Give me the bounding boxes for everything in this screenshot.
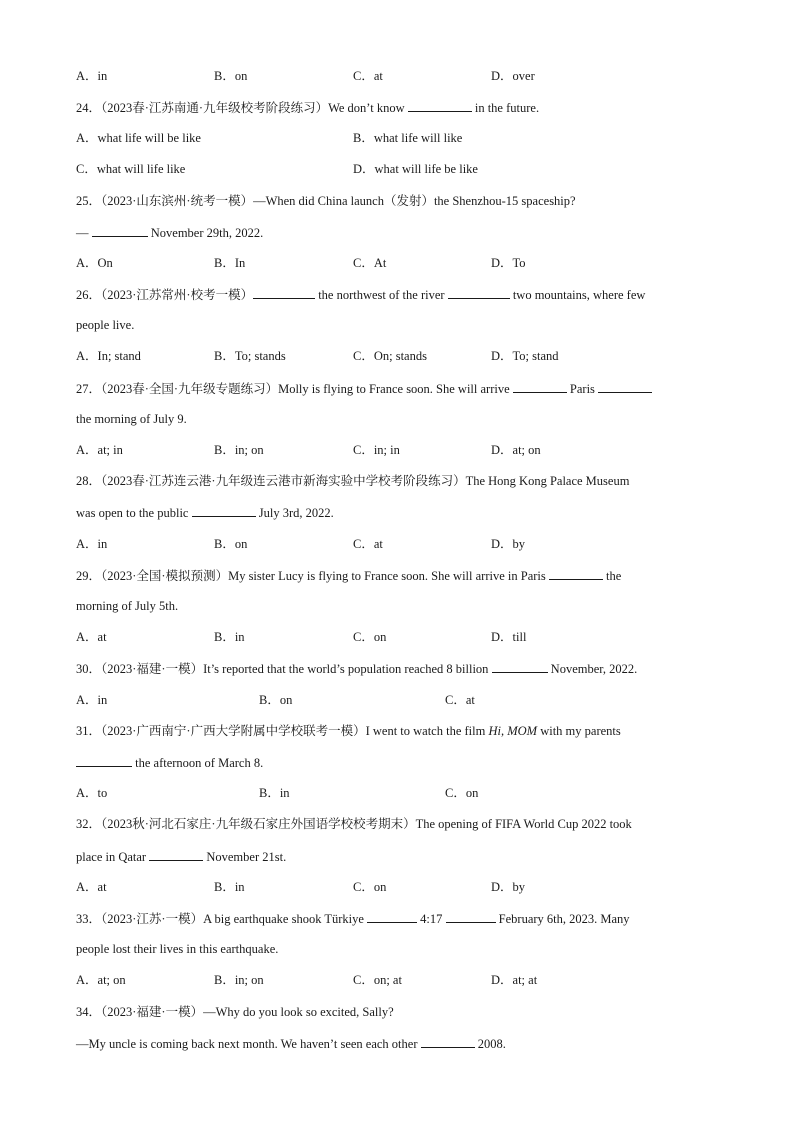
option-b[interactable]: B．on (214, 537, 248, 551)
option-a[interactable]: A．in (76, 69, 108, 83)
option-d[interactable]: D．at; at (491, 973, 538, 987)
option-b[interactable]: B．on (214, 69, 248, 83)
option-d[interactable]: D．at; on (491, 443, 541, 457)
answer-blank[interactable] (192, 504, 256, 517)
question-stem-line-2: morning of July 5th. (76, 599, 179, 613)
question-stem-line-2: people lost their lives in this earthquake. (76, 942, 279, 956)
option-c[interactable]: C．what will life like (76, 162, 186, 176)
option-c[interactable]: C．at (353, 537, 383, 551)
option-c[interactable]: C．on; at (353, 973, 402, 987)
option-d[interactable]: D．over (491, 69, 535, 83)
answer-blank-2[interactable] (446, 910, 496, 923)
option-a[interactable]: A．at (76, 630, 107, 644)
option-d[interactable]: D．by (491, 537, 526, 551)
answer-blank-2[interactable] (598, 380, 652, 393)
question-stem-line-2: the afternoon of March 8. (76, 754, 263, 771)
answer-blank[interactable] (549, 567, 603, 580)
question-stem: 28．（2023春·江苏连云港·九年级连云港市新海实验中学校考阶段练习）The Hong Kong Palace Museum (76, 474, 630, 488)
answer-blank[interactable] (76, 754, 132, 767)
question-stem: 34．（2023·福建·一模）—Why do you look so excited, Sally? (76, 1005, 394, 1019)
question-stem: 31．（2023·广西南宁·广西大学附属中学校联考一模）I went to watch the film Hi, MOM with my parents (76, 724, 621, 738)
answer-blank-1[interactable] (253, 286, 315, 299)
option-a[interactable]: A．in (76, 693, 108, 707)
question-stem: 26．（2023·江苏常州·校考一模） the northwest of the river two mountains, where few (76, 288, 646, 302)
question-stem: 29．（2023·全国·模拟预测）My sister Lucy is flying to France soon. She will arrive in Paris the (76, 569, 622, 583)
answer-blank[interactable] (408, 99, 472, 112)
option-c[interactable]: C．in; in (353, 443, 400, 457)
option-c[interactable]: C．On; stands (353, 349, 427, 363)
question-stem-line-2: people live. (76, 318, 135, 332)
answer-blank[interactable] (92, 224, 148, 237)
answer-blank[interactable] (421, 1035, 475, 1048)
option-d[interactable]: D．till (491, 630, 527, 644)
option-a[interactable]: A．at; in (76, 443, 123, 457)
option-b[interactable]: B．In (214, 256, 246, 270)
question-stem-line-2: — November 29th, 2022. (76, 226, 264, 240)
option-c[interactable]: C．at (445, 693, 475, 707)
answer-blank-1[interactable] (367, 910, 417, 923)
question-stem: 32．（2023秋·河北石家庄·九年级石家庄外国语学校校考期末）The opening of FIFA World Cup 2022 took (76, 817, 632, 831)
option-c[interactable]: C．on (445, 786, 479, 800)
question-stem-line-2: —My uncle is coming back next month. We haven’t seen each other 2008. (76, 1037, 506, 1051)
option-b[interactable]: B．in (214, 630, 245, 644)
option-b[interactable]: B．To; stands (214, 349, 286, 363)
option-a[interactable]: A．In; stand (76, 349, 141, 363)
film-title: Hi, MOM (488, 724, 538, 738)
option-a[interactable]: A．in (76, 537, 108, 551)
question-stem: 27．（2023春·全国·九年级专题练习）Molly is flying to France soon. She will arrive Paris (76, 380, 652, 397)
answer-blank-2[interactable] (448, 286, 510, 299)
option-b[interactable]: B．in (259, 786, 290, 800)
question-stem: 33．（2023·江苏·一模）A big earthquake shook Türkiye 4:17 February 6th, 2023. Many (76, 912, 630, 926)
option-c[interactable]: C．on (353, 880, 387, 894)
option-d[interactable]: D．what will life be like (353, 162, 478, 176)
option-d[interactable]: D．To (491, 256, 526, 270)
option-b[interactable]: B．on (259, 693, 293, 707)
question-stem-line-2: place in Qatar November 21st. (76, 850, 287, 864)
question-stem: 30．（2023·福建·一模）It’s reported that the world’s population reached 8 billion November, 2022. (76, 662, 638, 676)
option-b[interactable]: B．in; on (214, 973, 264, 987)
answer-blank[interactable] (492, 660, 548, 673)
option-a[interactable]: A．to (76, 786, 108, 800)
option-c[interactable]: C．on (353, 630, 387, 644)
option-a[interactable]: A．On (76, 256, 113, 270)
option-c[interactable]: C．at (353, 69, 383, 83)
option-a[interactable]: A．what life will be like (76, 131, 201, 145)
question-stem: 25．（2023·山东滨州·统考一模）—When did China launch（发射）the Shenzhou-15 spaceship? (76, 194, 576, 208)
option-d[interactable]: D．To; stand (491, 349, 559, 363)
question-stem-line-2: the morning of July 9. (76, 412, 187, 426)
answer-blank[interactable] (149, 848, 203, 861)
answer-blank-1[interactable] (513, 380, 567, 393)
option-c[interactable]: C．At (353, 256, 387, 270)
question-stem: 24．（2023春·江苏南通·九年级校考阶段练习）We don’t know in the future. (76, 101, 540, 115)
option-b[interactable]: B．in; on (214, 443, 264, 457)
option-b[interactable]: B．in (214, 880, 245, 894)
option-d[interactable]: D．by (491, 880, 526, 894)
option-b[interactable]: B．what life will like (353, 131, 463, 145)
option-a[interactable]: A．at; on (76, 973, 126, 987)
option-a[interactable]: A．at (76, 880, 107, 894)
question-stem-line-2: was open to the public July 3rd, 2022. (76, 506, 334, 520)
